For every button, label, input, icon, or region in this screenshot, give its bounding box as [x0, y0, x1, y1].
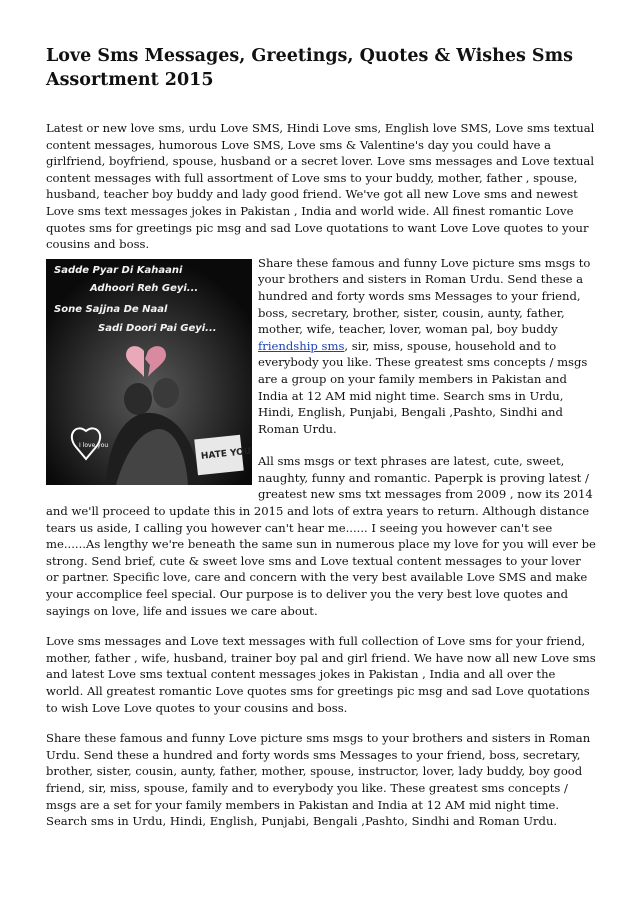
side-paragraph-1-text-end: , sir, miss, spouse, household and to everybody you like. These greatest sms concepts / msgs are a group on your family members in Pakistan and India at 12 AM mid night time. Search sms in Urdu, Hindi, English, Punjabi, Bengali ,Pashto, Sindhi and Roman Urdu. — [258, 338, 588, 436]
picture-caption-2: Adhoori Reh Geyi... — [90, 282, 199, 294]
side-paragraph-2: All sms msgs or text phrases are latest, cute, sweet, naughty, funny and romantic. Paperpk is proving latest / greatest new sms txt messages from 2009 , now its 2014 and we'll proceed to update this in 2015 and lots of extra years to return. Although distance tears us aside, I calling you however can't hear me...... I seeing you however can't see me......As lengthy we're beneath the same sun in numerous place my love for you will ever be strong. Send brief, cute & sweet love sms and Love textual content messages to your lover or partner. Specific love, care and concern with the very best available Love SMS and make your accomplice feel special. Our purpose is to deliver you the very best love quotes and sayings on love, life and issues we care about. — [46, 454, 596, 618]
figure-section — [46, 255, 596, 619]
picture-caption-4: Sadi Doori Pai Geyi... — [98, 322, 217, 334]
heart-card-text: I love you — [79, 441, 109, 449]
page-title: Love Sms Messages, Greetings, Quotes & Wishes Sms Assortment 2015 — [46, 46, 573, 90]
friendship-sms-link[interactable]: friendship sms — [258, 338, 345, 353]
hate-you-text: HATE YOU — [200, 446, 252, 462]
intro-paragraph: Latest or new love sms, urdu Love SMS, Hindi Love sms, English love SMS, Love sms textual content messages, humorous Love SMS, Love sms & Valentine's day you could have a girlfriend, boyfriend, spouse, husband or a secret lover. Love sms messages and Love textual content messages with full assortment of Love sms to your buddy, mother, father , spouse, husband, teacher boy buddy and lady good friend. We've got all new Love sms and newest Love sms text messages jokes in Pakistan , India and world wide. All finest romantic Love quotes sms for greetings pic msg and sad Love quotations to want Love Love quotes to your cousins and boss. — [46, 121, 595, 252]
body-paragraph-4: Share these famous and funny Love picture sms msgs to your brothers and sisters in Roman Urdu. Send these a hundred and forty words sms Messages to your friend, boss, secretary, brother, sister, cousin, aunty, father, mother, spouse, instructor, lover, lady buddy, boy good friend, sir, miss, spouse, family and to everybody you like. These greatest sms concepts / msgs are a set for your family members in Pakistan and India at 12 AM mid night time. Search sms in Urdu, Hindi, English, Punjabi, Bengali ,Pashto, Sindhi and Roman Urdu. — [46, 731, 591, 829]
document-page — [46, 44, 596, 830]
picture-caption-3: Sone Sajjna De Naal — [54, 303, 168, 315]
picture-caption-1: Sadde Pyar Di Kahaani — [54, 264, 183, 276]
love-picture — [46, 259, 252, 485]
body-paragraph-3: Love sms messages and Love text messages with full collection of Love sms for your friend, mother, father , wife, husband, trainer boy pal and girl friend. We have now all new Love sms and latest Love sms textual content messages jokes in Pakistan , India and all over the world. All greatest romantic Love quotes sms for greetings pic msg and sad Love quotations to wish Love Love quotes to your cousins and boss. — [46, 634, 596, 715]
side-paragraph-1-text: Share these famous and funny Love picture sms msgs to your brothers and sisters in Roman Urdu. Send these a hundred and forty words sms Messages to your friend, boss, secretary, brother, sister, cousin, aunty, father, mother, wife, teacher, lover, woman pal, boy buddy — [258, 255, 591, 337]
